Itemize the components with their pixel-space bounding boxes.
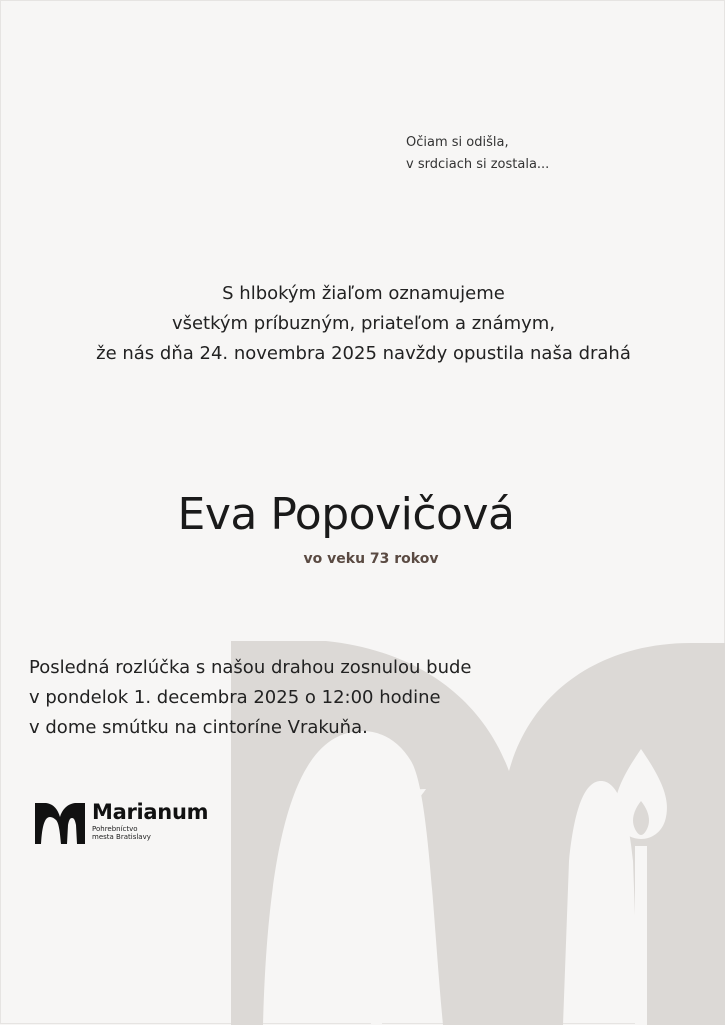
logo-subtitle: Pohrebníctvo [92, 825, 138, 833]
logo-subtitle: mesta Bratislavy [92, 833, 151, 841]
death-announcement [1, 279, 725, 369]
epitaph-quote [406, 132, 549, 176]
marianum-logo [34, 801, 208, 845]
announcement-line: S hlbokým žiaľom oznamujeme [222, 283, 505, 304]
logo-name: Marianum [92, 800, 209, 824]
funeral-line: v dome smútku na cintoríne Vrakuňa. [29, 717, 368, 738]
quote-line: Očiam si odišla, [406, 135, 509, 150]
funeral-details [29, 653, 472, 743]
quote-line: v srdciach si zostala... [406, 157, 550, 172]
deceased-name: Eva Popovičová [177, 489, 515, 540]
flower-icon [327, 751, 426, 1025]
announcement-line: že nás dňa 24. novembra 2025 navždy opustila naša drahá [96, 343, 631, 364]
announcement-line: všetkým príbuzným, priateľom a známym, [171, 313, 556, 334]
funeral-line: v pondelok 1. decembra 2025 o 12:00 hodine [29, 687, 441, 708]
marianum-logo-icon [34, 801, 86, 845]
funeral-line: Posledná rozlúčka s našou drahou zosnulou bude [29, 657, 472, 678]
deceased-age: vo veku 73 rokov [303, 551, 439, 567]
